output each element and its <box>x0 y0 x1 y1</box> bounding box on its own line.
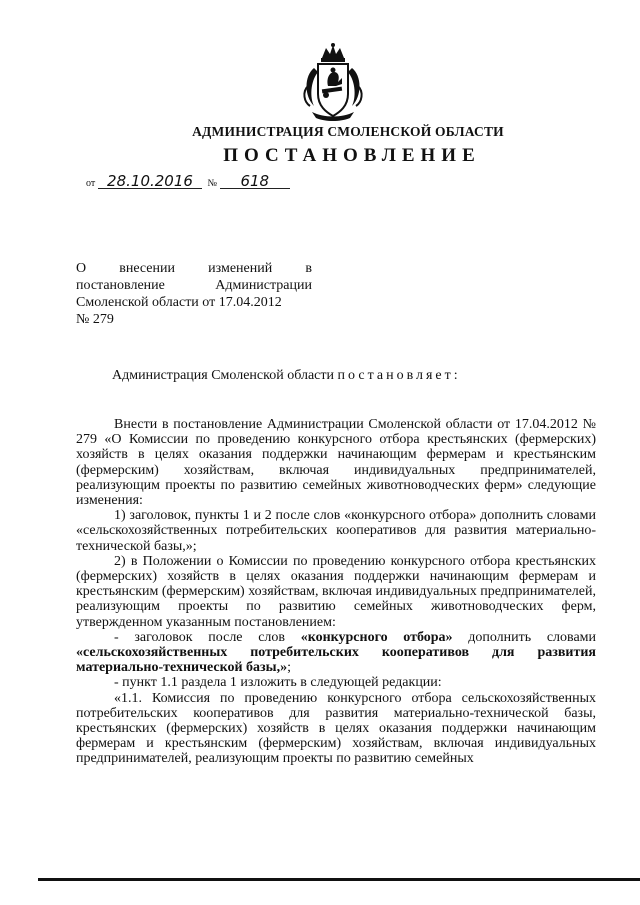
paragraph: «1.1. Комиссия по проведению конкурсного отбора сельскохозяйственных потребительских кооперативов для развития материально-технической базы, крестьянских (фермерских) хозяйств в целях оказания поддержки начинающим фермерам и крестьянским (фермерским) хозяйствам, включая индивидуальных предпринимателей, реализующим проекты по развитию семейных <box>76 690 596 767</box>
number-label: № <box>207 178 218 189</box>
paragraph: Внести в постановление Администрации Смоленской области от 17.04.2012 № 279 «О Комиссии по проведению конкурсного отбора крестьянских (фермерских) хозяйств в целях оказания поддержки начинающим фермерам и крестьянским (фермерским) хозяйствам, включая индивидуальных предпринимателей, реализующим проекты по развитию семейных животноводческих ферм» следующие изменения: <box>76 417 596 509</box>
date-number-line <box>86 174 290 189</box>
document-body <box>76 417 596 767</box>
subject-heading <box>76 260 312 328</box>
subject-line: Смоленской области от 17.04.2012 <box>76 295 282 310</box>
text-run: дополнить словами <box>452 629 597 645</box>
date-label: от <box>86 178 96 189</box>
subject-line: О внесении изменений в <box>76 261 312 276</box>
subject-line: постановление Администрации <box>76 278 312 293</box>
handwritten-date: 28.10.2016 <box>98 174 202 189</box>
paragraph <box>76 630 596 676</box>
decree-prefix: Администрация Смоленской области <box>112 368 335 383</box>
paragraph: - пункт 1.1 раздела 1 изложить в следующей редакции: <box>114 675 442 691</box>
decree-statement <box>112 368 461 384</box>
paragraph: 2) в Положении о Комиссии по проведению конкурсного отбора крестьянских (фермерских) хозяйств в целях оказания поддержки начинающим фермерам и крестьянским (фермерским) хозяйствам, включая индивидуальных предпринимателей, реализующим проекты по развитию семейных животноводческих ферм, утвержденном указанным постановлением: <box>76 553 596 630</box>
paragraph: 1) заголовок, пункты 1 и 2 после слов «конкурсного отбора» дополнить словами «сельскохозяйственных потребительских кооперативов для развития материально-технической базы,»; <box>76 508 596 554</box>
bold-text-run: «сельскохозяйственных потребительских кооперативов для развития материально-технической базы,» <box>76 645 596 676</box>
document-type-title: ПОСТАНОВЛЕНИЕ <box>223 145 481 166</box>
text-run: ; <box>287 660 291 676</box>
bold-text-run: «конкурсного отбора» <box>300 629 453 645</box>
subject-line: № 279 <box>76 312 114 327</box>
text-run: - заголовок после слов <box>114 629 301 645</box>
bottom-rule <box>38 878 640 881</box>
handwritten-number: 618 <box>220 174 290 189</box>
decree-verb: постановляет: <box>337 368 461 383</box>
organization-name: АДМИНИСТРАЦИЯ СМОЛЕНСКОЙ ОБЛАСТИ <box>192 124 504 139</box>
coat-of-arms-icon <box>300 42 366 124</box>
